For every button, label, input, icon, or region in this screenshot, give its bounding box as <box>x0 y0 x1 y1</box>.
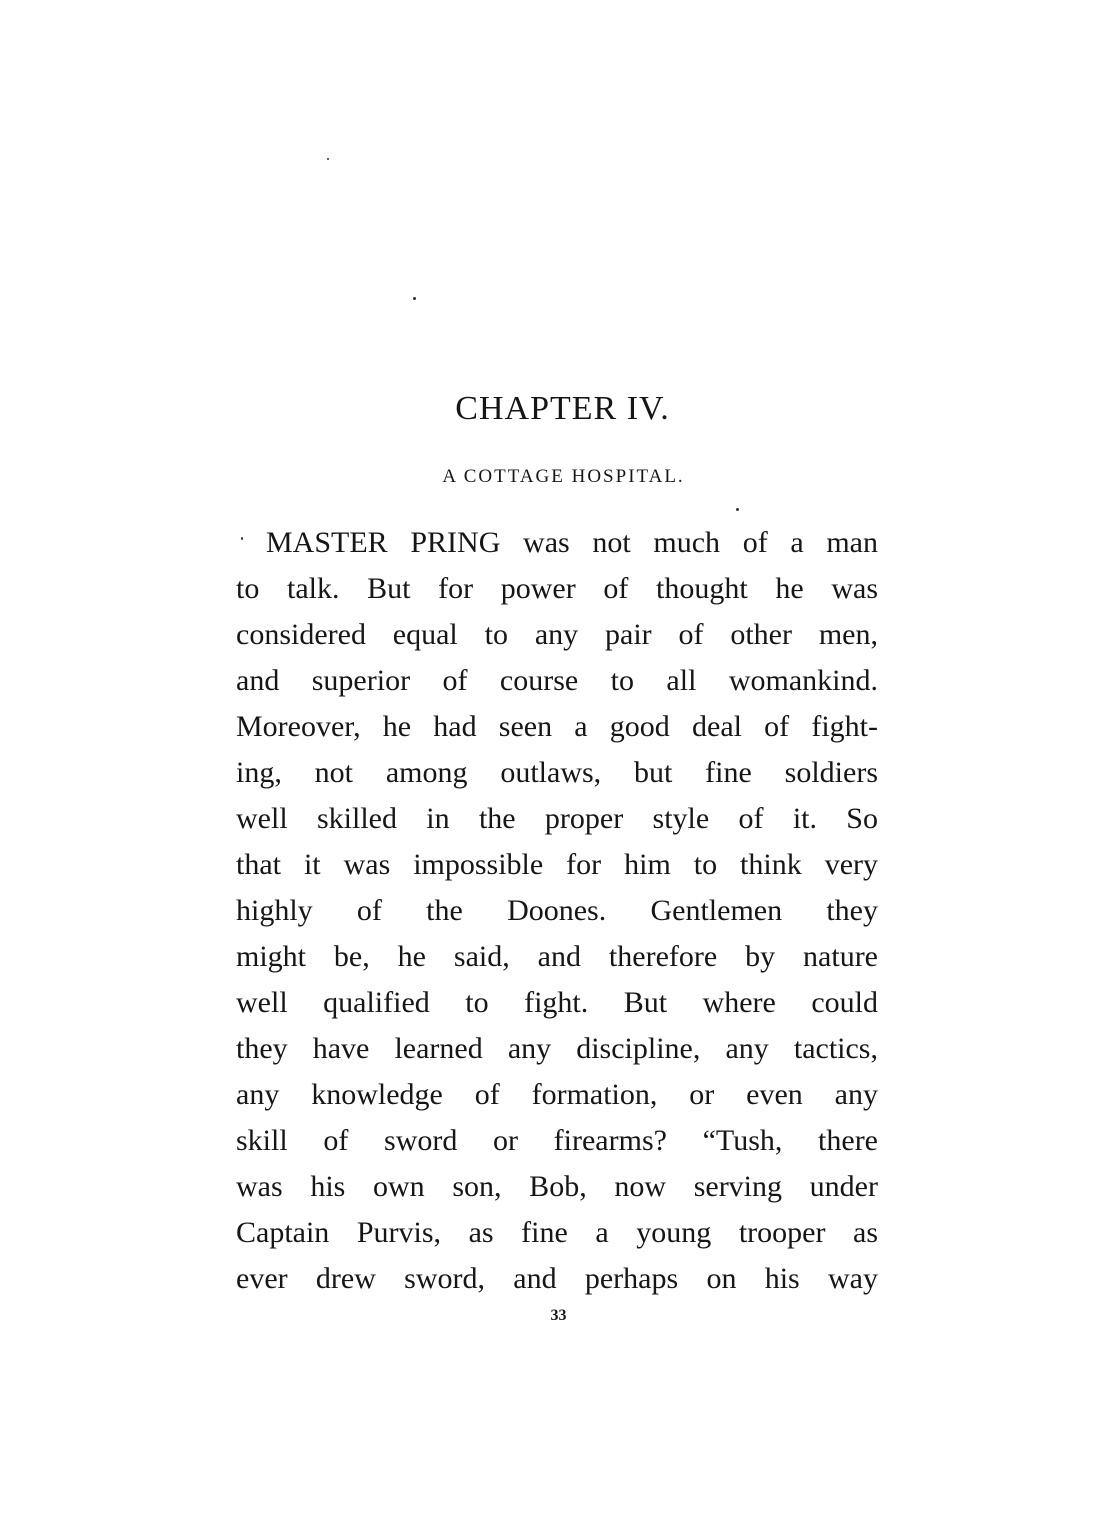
text-line: they have learned any discipline, any tactics, <box>236 1032 878 1065</box>
text-line: well skilled in the proper style of it. So <box>236 802 878 835</box>
text-line: that it was impossible for him to think very <box>236 848 878 881</box>
chapter-title: CHAPTER IV. <box>455 390 670 427</box>
print-speck <box>413 297 416 300</box>
text-line: MASTER PRING was not much of a man <box>266 526 878 559</box>
text-line: was his own son, Bob, now serving under <box>236 1170 878 1203</box>
text-line: might be, he said, and therefore by nature <box>236 940 878 973</box>
print-speck <box>327 158 329 160</box>
body-text <box>236 520 878 1302</box>
text-line: to talk. But for power of thought he was <box>236 572 878 605</box>
text-line: well qualified to fight. But where could <box>236 986 878 1019</box>
print-speck <box>736 508 739 511</box>
text-line: any knowledge of formation, or even any <box>236 1078 878 1111</box>
text-line: Captain Purvis, as fine a young trooper as <box>236 1216 878 1249</box>
text-line: ever drew sword, and perhaps on his way <box>236 1262 878 1295</box>
text-line: skill of sword or firearms? “Tush, there <box>236 1124 878 1157</box>
text-line: considered equal to any pair of other men, <box>236 618 878 651</box>
text-line: ing, not among outlaws, but fine soldiers <box>236 756 878 789</box>
chapter-subtitle: A COTTAGE HOSPITAL. <box>442 466 685 487</box>
text-line: highly of the Doones. Gentlemen they <box>236 894 878 927</box>
text-line: Moreover, he had seen a good deal of fight- <box>236 710 878 743</box>
text-line: and superior of course to all womankind. <box>236 664 878 697</box>
page-number: 33 <box>550 1307 567 1324</box>
